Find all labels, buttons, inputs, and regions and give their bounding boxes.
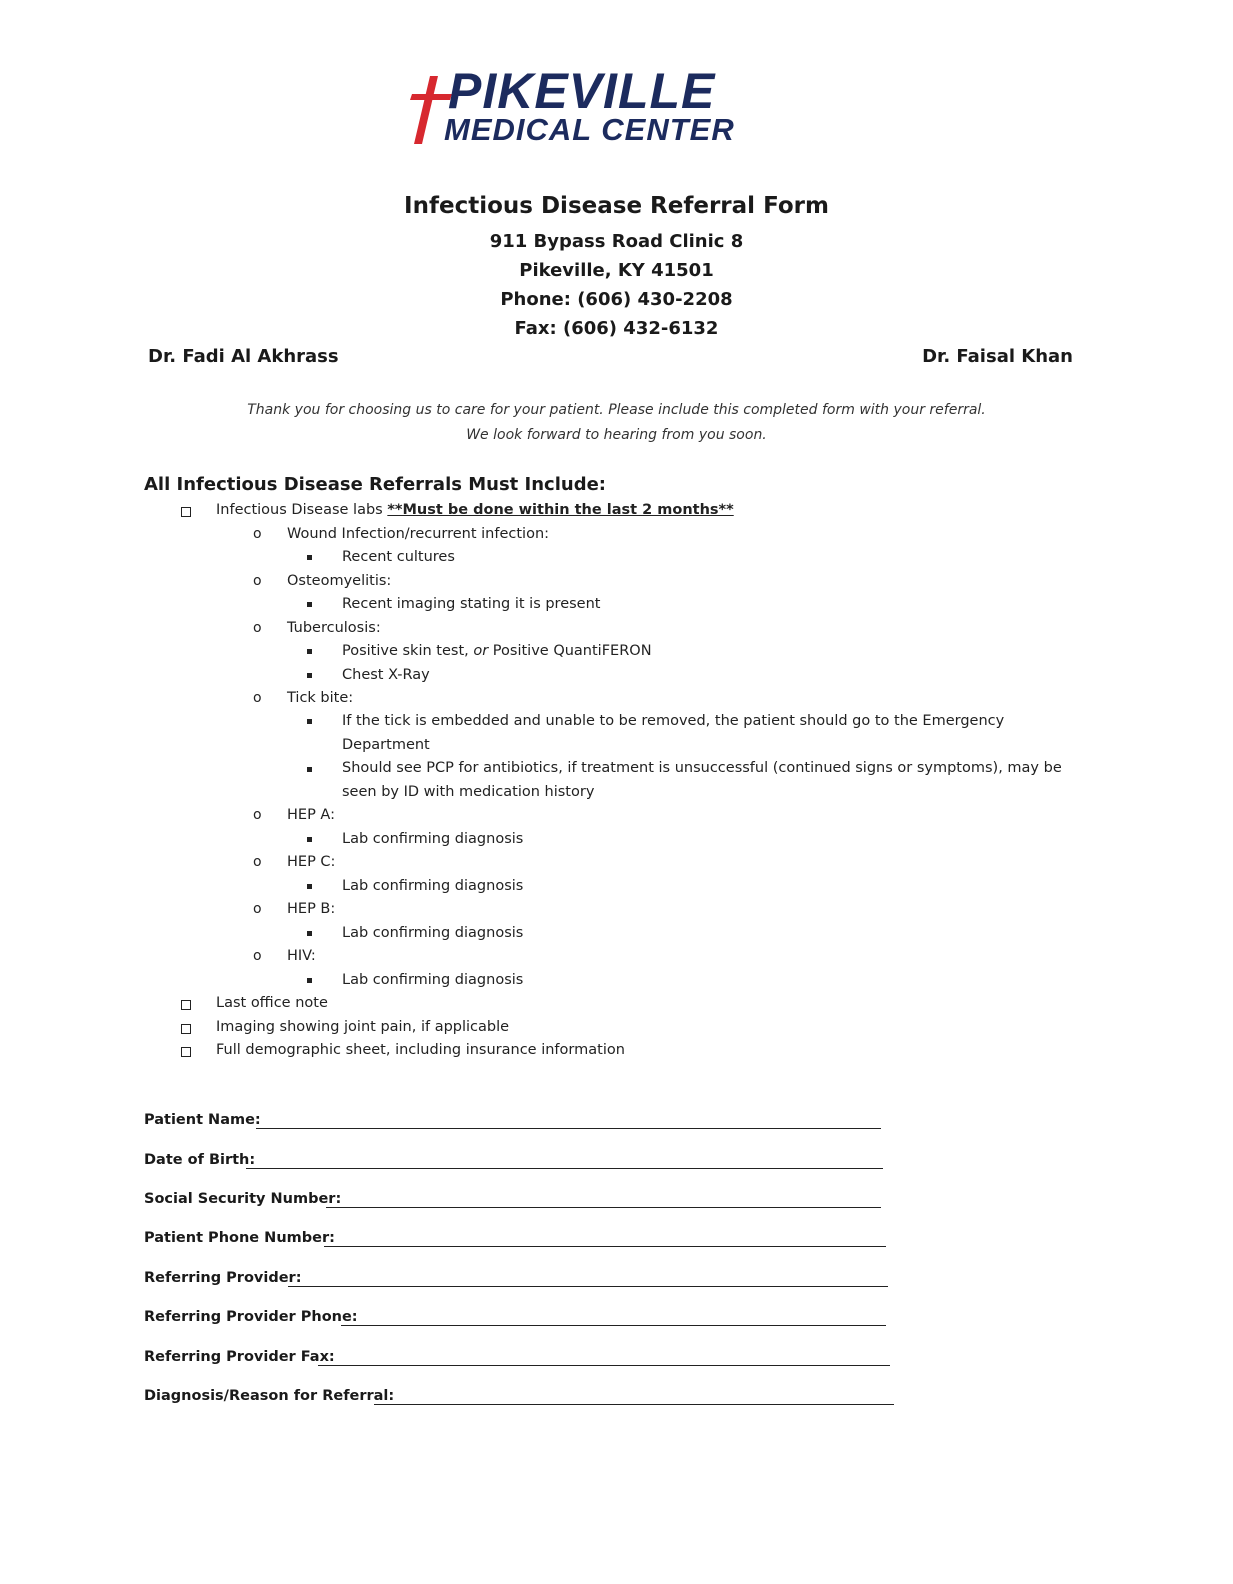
labs-item [216,502,734,518]
labs-note: **Must be done within the last 2 months** [387,502,734,518]
fax-number: Fax: (606) 432-6132 [514,318,719,339]
circle-bullet: o [253,901,262,917]
tb-sub-2: Chest X-Ray [342,667,430,683]
ref-fax-field[interactable] [318,1365,890,1366]
dob-field[interactable] [246,1168,883,1169]
tb-item: Tuberculosis: [287,620,381,636]
ref-provider-field[interactable] [288,1286,888,1287]
hiv-sub-1: Lab confirming diagnosis [342,972,524,988]
imaging-item: Imaging showing joint pain, if applicable [216,1019,510,1035]
hep-b-item: HEP B: [287,901,336,917]
patient-name-field[interactable] [256,1128,881,1129]
tick-sub-1-line-2: Department [342,737,430,753]
ref-provider-label: Referring Provider: [144,1270,302,1286]
square-bullet [307,767,312,772]
circle-bullet: o [253,807,262,823]
logo-name: PIKEVILLE [448,63,716,119]
checkbox-demographic[interactable] [181,1047,191,1057]
square-bullet [307,837,312,842]
phone-number: Phone: (606) 430-2208 [500,289,733,310]
ssn-label: Social Security Number: [144,1191,342,1207]
tb-sub-1-part-b: or [473,643,489,659]
square-bullet [307,719,312,724]
osteo-item: Osteomyelitis: [287,573,392,589]
circle-bullet: o [253,573,262,589]
hep-a-sub-1: Lab confirming diagnosis [342,831,524,847]
requirements-heading: All Infectious Disease Referrals Must Include: [144,474,606,495]
ref-phone-label: Referring Provider Phone: [144,1309,358,1325]
office-note-item: Last office note [216,995,328,1011]
tb-sub-1 [342,643,652,659]
hiv-item: HIV: [287,948,316,964]
tick-sub-2-line-1: Should see PCP for antibiotics, if treatment is unsuccessful (continued signs or symptoms), may be [342,760,1062,776]
square-bullet [307,673,312,678]
demographic-item: Full demographic sheet, including insurance information [216,1042,625,1058]
checkbox-labs[interactable] [181,507,191,517]
doctor-right: Dr. Faisal Khan [922,346,1073,367]
square-bullet [307,649,312,654]
address-line-2: Pikeville, KY 41501 [519,260,714,281]
wound-sub-1: Recent cultures [342,549,455,565]
ssn-field[interactable] [326,1207,881,1208]
square-bullet [307,884,312,889]
circle-bullet: o [253,948,262,964]
diagnosis-label: Diagnosis/Reason for Referral: [144,1388,395,1404]
circle-bullet: o [253,620,262,636]
pikeville-logo [408,63,808,152]
hep-c-item: HEP C: [287,854,336,870]
square-bullet [307,978,312,983]
patient-phone-label: Patient Phone Number: [144,1230,335,1246]
square-bullet [307,931,312,936]
wound-item: Wound Infection/recurrent infection: [287,526,550,542]
labs-label: Infectious Disease labs [216,502,388,518]
circle-bullet: o [253,526,262,542]
checkbox-imaging[interactable] [181,1024,191,1034]
ref-phone-field[interactable] [341,1325,886,1326]
doctor-left: Dr. Fadi Al Akhrass [148,346,339,367]
checkbox-office-note[interactable] [181,1000,191,1010]
ref-fax-label: Referring Provider Fax: [144,1349,335,1365]
tb-sub-1-part-c: Positive QuantiFERON [488,643,652,659]
hep-a-item: HEP A: [287,807,335,823]
patient-name-label: Patient Name: [144,1112,261,1128]
diagnosis-field[interactable] [374,1404,894,1405]
dob-label: Date of Birth: [144,1152,256,1168]
square-bullet [307,555,312,560]
intro-line-2: We look forward to hearing from you soon. [466,427,767,443]
circle-bullet: o [253,690,262,706]
address-line-1: 911 Bypass Road Clinic 8 [489,231,744,252]
page-title: Infectious Disease Referral Form [404,193,829,219]
tick-sub-1-line-1: If the tick is embedded and unable to be removed, the patient should go to the Emergency [342,713,1005,729]
tick-item: Tick bite: [287,690,354,706]
tb-sub-1-part-a: Positive skin test, [342,643,474,659]
intro-line-1: Thank you for choosing us to care for your patient. Please include this completed form with your referral. [247,402,986,418]
square-bullet [307,602,312,607]
patient-phone-field[interactable] [324,1246,886,1247]
tick-sub-2-line-2: seen by ID with medication history [342,784,595,800]
hep-b-sub-1: Lab confirming diagnosis [342,925,524,941]
logo-subtitle: MEDICAL CENTER [444,112,735,147]
circle-bullet: o [253,854,262,870]
hep-c-sub-1: Lab confirming diagnosis [342,878,524,894]
osteo-sub-1: Recent imaging stating it is present [342,596,601,612]
